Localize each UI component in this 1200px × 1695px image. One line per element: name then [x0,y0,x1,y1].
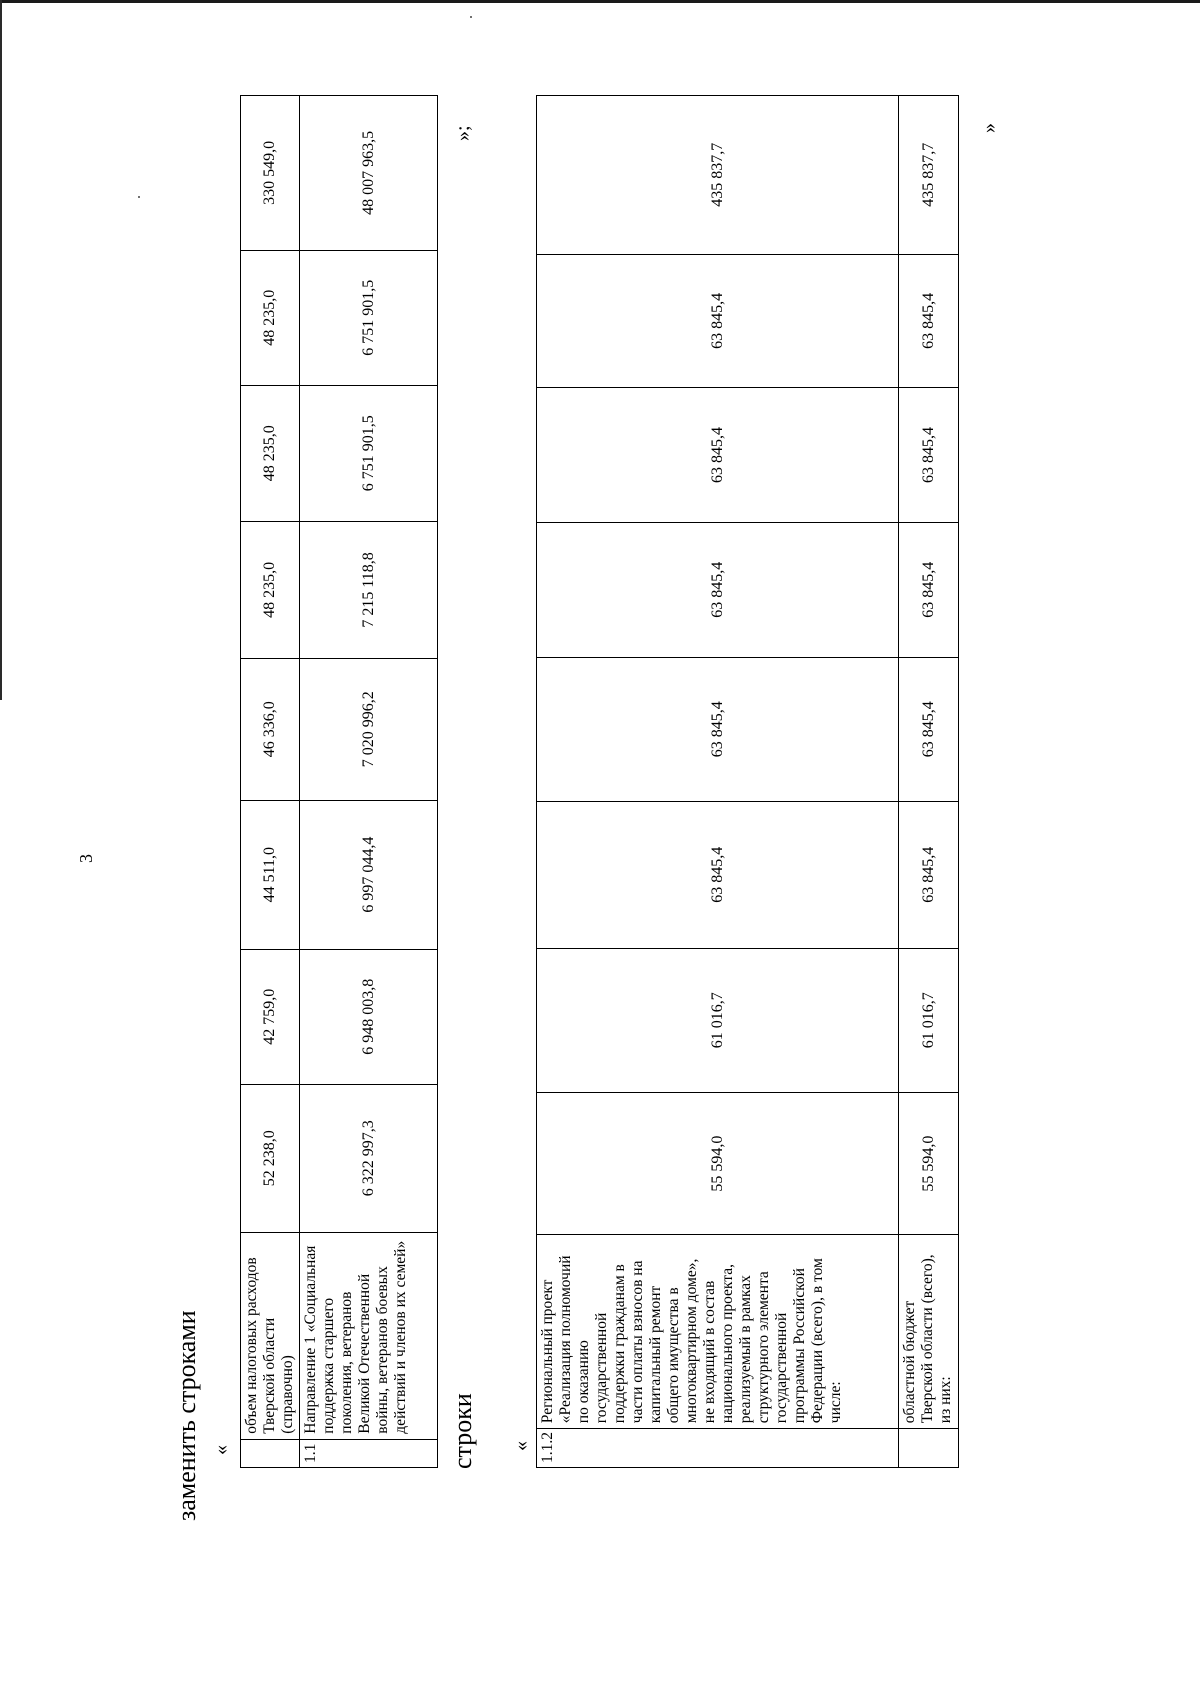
cell-value: 435 837,7 [537,96,899,255]
cell-value: 6 751 901,5 [300,250,438,385]
row-number [241,1439,300,1467]
cell-value: 55 594,0 [537,1092,899,1234]
cell-value: 46 336,0 [241,659,300,801]
heading-replace: заменить строками [172,1310,201,1521]
cell-value: 55 594,0 [899,1092,959,1234]
row-label: Региональный проект «Реализация полномочий по оказанию государственной поддержки гражданам в части оплаты взносов на капитальный ремонт общего имущества в многоквартирном доме», не входящий в состав национального проекта, реализуемый в рамках структурного элемента государственной программы Российской Федерации (всего), в том числе: [537,1235,899,1429]
cell-value: 330 549,0 [241,96,300,251]
cell-value: 63 845,4 [899,802,959,949]
cell-value: 63 845,4 [537,802,899,949]
row-label: областной бюджет Тверской области (всего), из них: [899,1235,959,1429]
open-quote-1: « [210,1445,232,1455]
row-label: объем налоговых расходов Тверской области (справочно) [241,1232,300,1439]
table-replacement-rows [240,95,438,1468]
cell-value: 7 215 118,8 [300,521,438,658]
cell-value: 7 020 996,2 [300,659,438,801]
table-row [300,96,438,1468]
close-quote-2: » [978,123,1000,133]
table-original-rows [536,95,959,1468]
table-row [241,96,300,1468]
cell-value: 52 238,0 [241,1084,300,1232]
row-number: 1.1.2 [537,1429,899,1468]
cell-value: 63 845,4 [899,657,959,801]
cell-value: 63 845,4 [899,254,959,388]
cell-value: 61 016,7 [899,948,959,1092]
cell-value: 63 845,4 [899,388,959,523]
close-quote-1: »; [452,125,474,141]
row-number: 1.1 [300,1439,438,1467]
cell-value: 63 845,4 [537,254,899,388]
cell-value: 48 007 963,5 [300,96,438,251]
cell-value: 6 997 044,4 [300,800,438,949]
cell-value: 63 845,4 [537,388,899,523]
cell-value: 6 948 003,8 [300,949,438,1084]
heading-lines: строки [448,1393,477,1469]
cell-value: 6 751 901,5 [300,385,438,521]
cell-value: 48 235,0 [241,521,300,658]
cell-value: 42 759,0 [241,949,300,1084]
row-label: Направление 1 «Социальная поддержка старшего поколения, ветеранов Великой Отечественной войны, ветеранов боевых действий и членов их семей» [300,1232,438,1439]
cell-value: 61 016,7 [537,948,899,1092]
cell-value: 44 511,0 [241,800,300,949]
cell-value: 435 837,7 [899,96,959,255]
cell-value: 63 845,4 [537,522,899,657]
table-row [899,96,959,1468]
page-number: 3 [76,854,96,863]
open-quote-2: « [510,1441,532,1451]
cell-value: 63 845,4 [899,522,959,657]
table-row [537,96,899,1468]
cell-value: 48 235,0 [241,250,300,385]
cell-value: 48 235,0 [241,385,300,521]
cell-value: 6 322 997,3 [300,1084,438,1232]
cell-value: 63 845,4 [537,657,899,801]
row-number [899,1429,959,1468]
